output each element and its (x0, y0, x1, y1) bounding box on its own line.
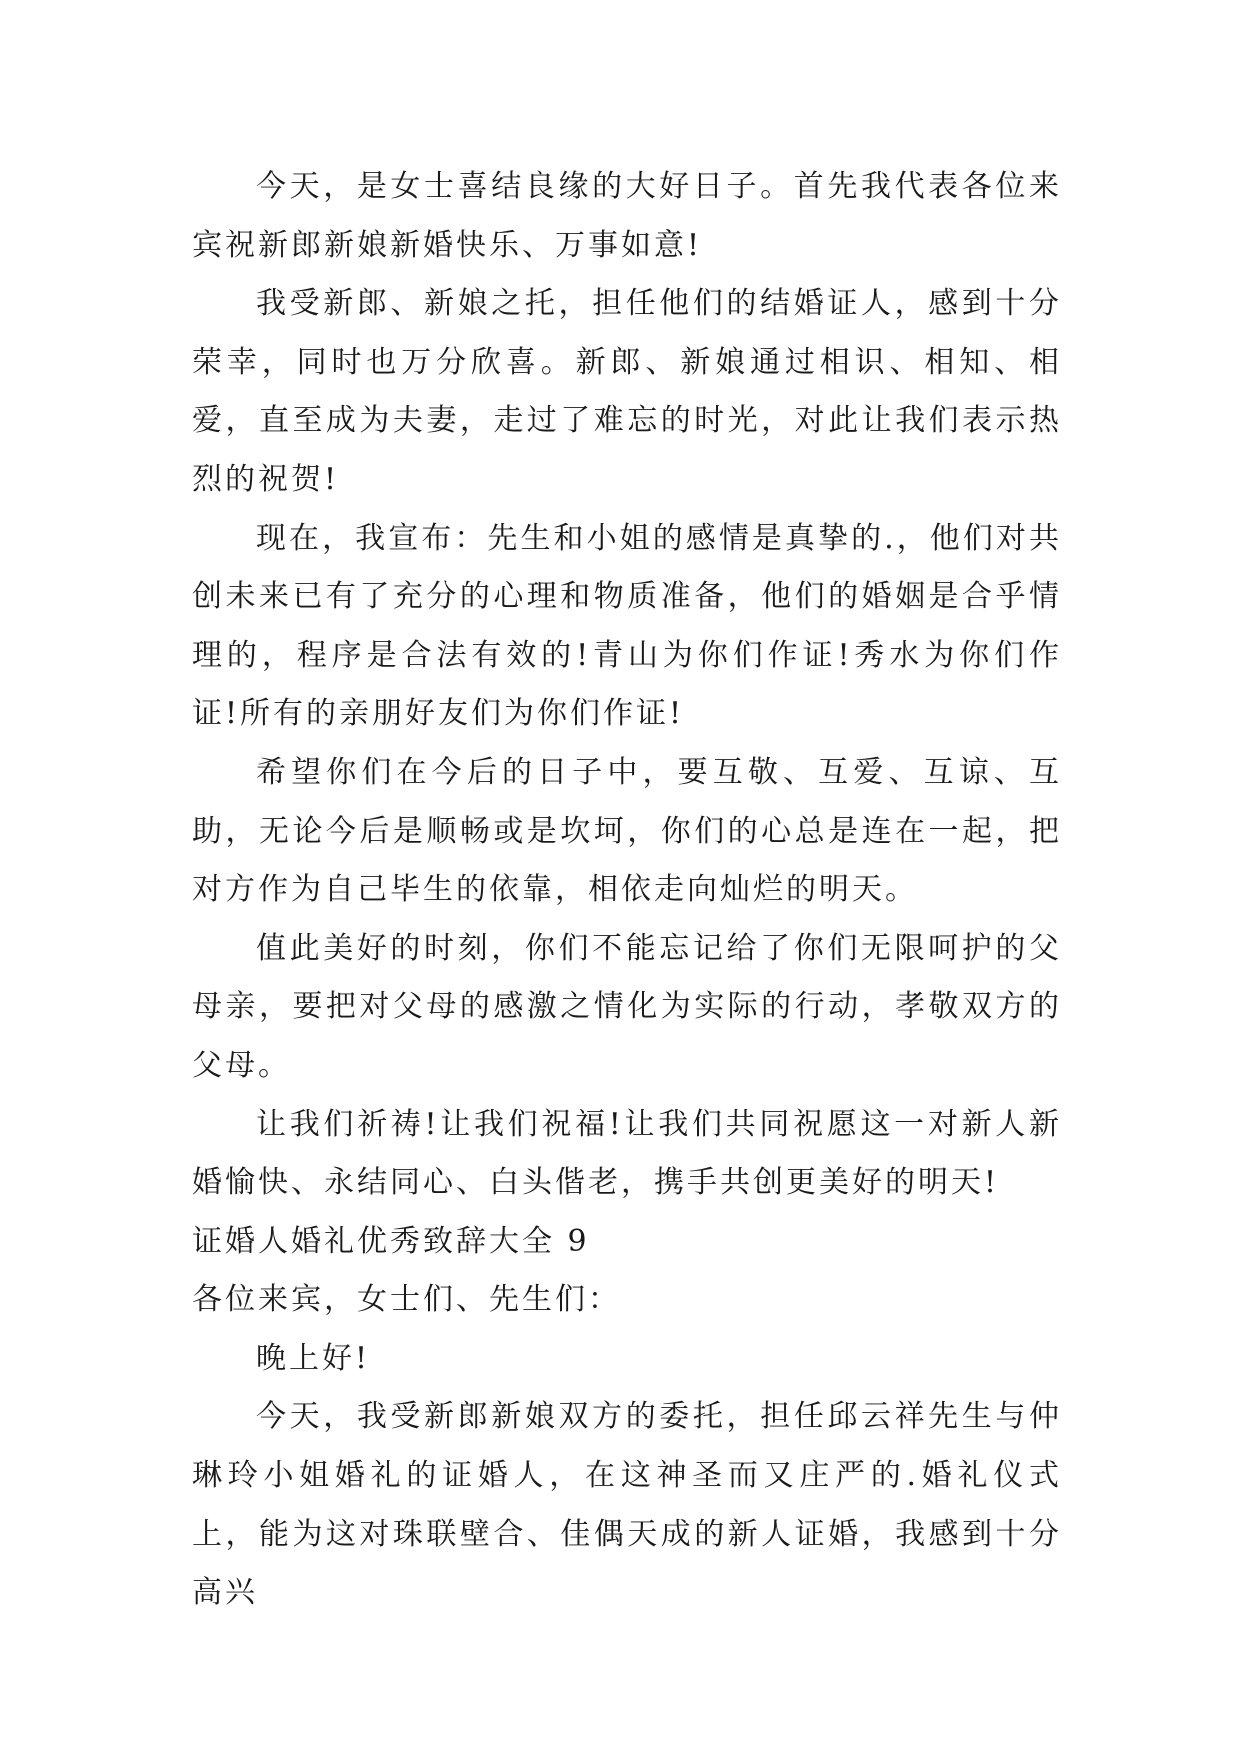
greeting: 晚上好! (256, 1340, 371, 1376)
section-heading: 证婚人婚礼优秀致辞大全 9 (192, 1223, 590, 1259)
paragraph-announcement: 现在，我宣布：先生和小姐的感情是真挚的.，他们对共创未来已有了充分的心理和物质准备，他们的婚姻是合乎情理的，程序是合法有效的!青山为你们作证!秀水为你们作证!所有的亲朋好友们为你们作证! (192, 520, 1062, 732)
paragraph-entrusted: 今天，我受新郎新娘双方的委托，担任邱云祥先生与仲琳玲小姐婚礼的证婚人，在这神圣而又庄严的.婚礼仪式上，能为这对珠联壁合、佳偶天成的新人证婚，我感到十分高兴 (192, 1399, 1062, 1611)
document-body (192, 158, 1062, 1623)
paragraph-opening: 今天，是女士喜结良缘的大好日子。首先我代表各位来宾祝新郎新娘新婚快乐、万事如意! (192, 169, 1062, 263)
paragraph-witness-honor: 我受新郎、新娘之托，担任他们的结婚证人，感到十分荣幸，同时也万分欣喜。新郎、新娘通过相识、相知、相爱，直至成为夫妻，走过了难忘的时光，对此让我们表示热烈的祝贺! (192, 286, 1062, 497)
paragraph-wishes: 希望你们在今后的日子中，要互敬、互爱、互谅、互助，无论今后是顺畅或是坎坷，你们的心总是连在一起，把对方作为自己毕生的依靠，相依走向灿烂的明天。 (192, 754, 1062, 908)
paragraph-parents: 值此美好的时刻，你们不能忘记给了你们无限呵护的父母亲，要把对父母的感激之情化为实际的行动，孝敬双方的父母。 (192, 930, 1062, 1083)
salutation: 各位来宾，女士们、先生们： (192, 1282, 621, 1318)
paragraph-blessing: 让我们祈祷!让我们祝福!让我们共同祝愿这一对新人新婚愉快、永结同心、白头偕老，携手共创更美好的明天! (192, 1106, 1062, 1201)
